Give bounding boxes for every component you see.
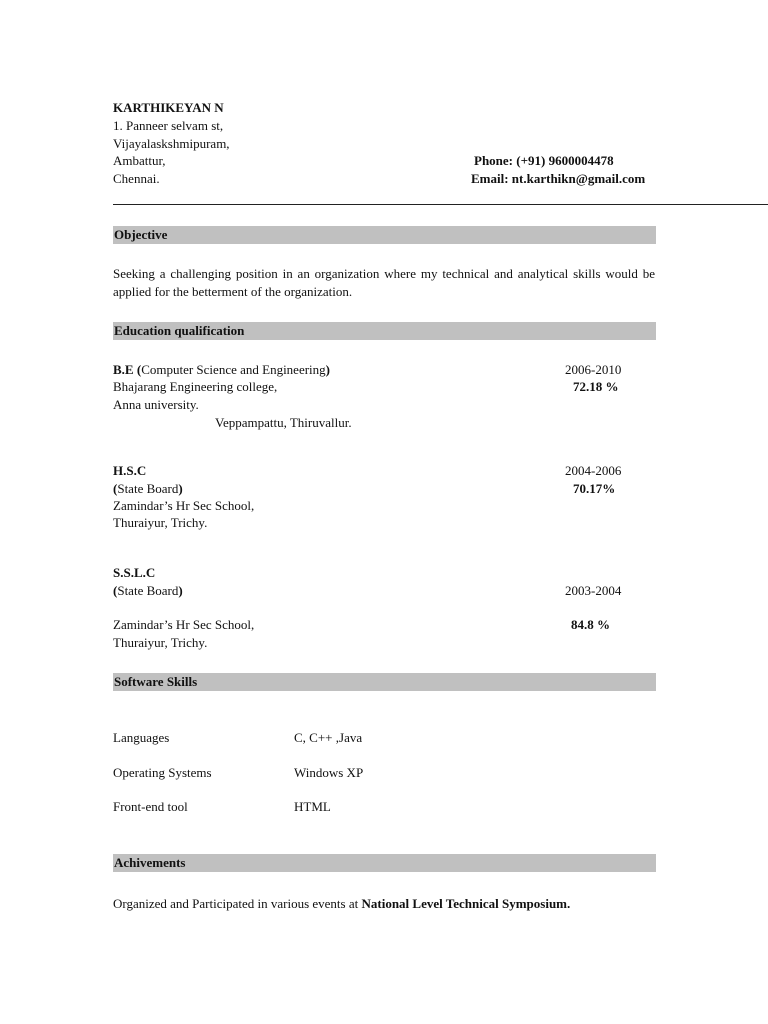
open-paren: ( <box>113 481 118 496</box>
board-name: State Board <box>117 583 179 598</box>
address-line-2: Vijayalaskshmipuram, <box>113 136 230 151</box>
education-sslc-board <box>113 582 183 600</box>
skill-label: Front-end tool <box>113 799 188 814</box>
skill-value: C, C++ ,Java <box>294 730 363 745</box>
header-divider <box>113 204 768 205</box>
open-paren: ( <box>136 362 142 377</box>
board-name: State Board <box>117 481 179 496</box>
education-sslc-years: 2003-2004 <box>565 583 622 598</box>
section-heading-education: Education qualification <box>113 322 656 340</box>
close-paren: ) <box>325 362 331 377</box>
education-hsc-board <box>113 480 183 498</box>
education-sslc-line-2: Thuraiyur, Trichy. <box>113 635 208 650</box>
education-be-score: 72.18 % <box>573 379 619 394</box>
education-be-title <box>113 361 330 379</box>
education-be-line-1: Bhajarang Engineering college, <box>113 379 278 394</box>
achievement-body: Organized and Participated in various events at <box>113 896 362 911</box>
achievements-text <box>113 895 570 913</box>
close-paren: ) <box>178 481 183 496</box>
skill-label: Languages <box>113 730 170 745</box>
candidate-name: KARTHIKEYAN N <box>113 100 224 115</box>
education-hsc-years: 2004-2006 <box>565 463 622 478</box>
skill-value: Windows XP <box>294 765 364 780</box>
education-be-years: 2006-2010 <box>565 362 622 377</box>
open-paren: ( <box>113 583 118 598</box>
education-sslc-score: 84.8 % <box>571 617 610 632</box>
section-heading-objective: Objective <box>113 226 656 244</box>
address-line-3: Ambattur, <box>113 153 166 168</box>
section-heading-achievements: Achivements <box>113 854 656 872</box>
achievement-highlight: National Level Technical Symposium. <box>361 896 571 911</box>
address-line-4: Chennai. <box>113 171 160 186</box>
degree-detail: Computer Science and Engineering <box>141 362 326 377</box>
skill-value: HTML <box>294 799 331 814</box>
education-hsc-line-1: Zamindar’s Hr Sec School, <box>113 498 255 513</box>
close-paren: ) <box>178 583 183 598</box>
education-sslc-line-1: Zamindar’s Hr Sec School, <box>113 617 255 632</box>
email-text: Email: nt.karthikn@gmail.com <box>471 171 646 186</box>
education-hsc-title: H.S.C <box>113 463 147 478</box>
skill-label: Operating Systems <box>113 765 212 780</box>
phone-text: Phone: (+91) 9600004478 <box>474 153 614 168</box>
objective-text: Seeking a challenging position in an organization where my technical and analytical skills would be applied for the betterment of the organization. <box>113 266 655 299</box>
education-be-line-2: Anna university. <box>113 397 199 412</box>
education-sslc-title: S.S.L.C <box>113 565 156 580</box>
education-be-location: Veppampattu, Thiruvallur. <box>215 415 352 430</box>
degree-label: B.E <box>113 362 134 377</box>
education-hsc-line-2: Thuraiyur, Trichy. <box>113 515 208 530</box>
address-line-1: 1. Panneer selvam st, <box>113 118 224 133</box>
section-heading-skills: Software Skills <box>113 673 656 691</box>
education-hsc-score: 70.17% <box>573 481 616 496</box>
